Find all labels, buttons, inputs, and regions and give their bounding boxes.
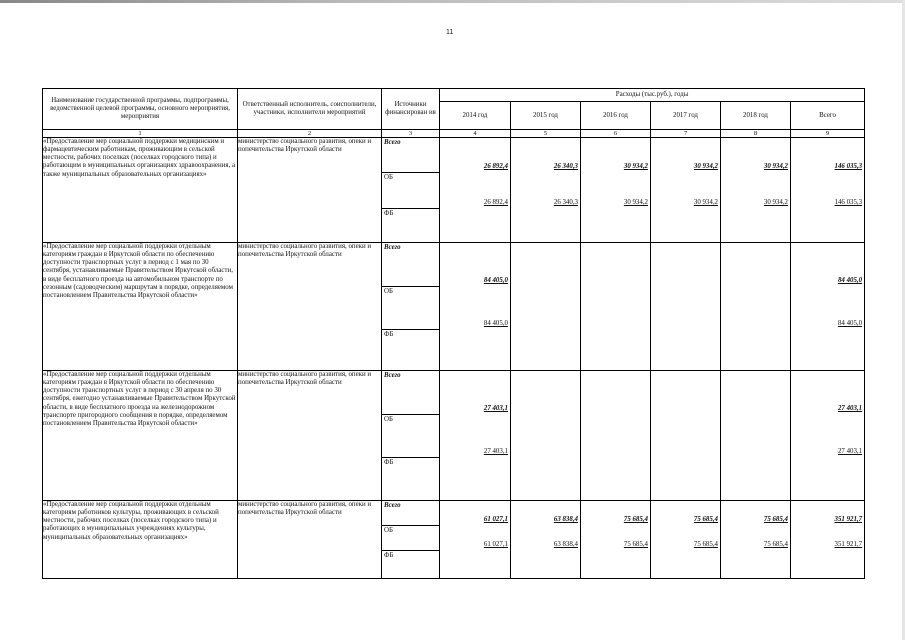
value-cell — [791, 501, 865, 579]
header-executor: Ответственный исполнитель, соисполнители, участники, исполнители мероприятий — [238, 89, 382, 130]
value-ob — [651, 414, 720, 457]
value-ob — [651, 286, 720, 329]
value-total: 30 934,2 — [763, 162, 788, 170]
value-ob: 27 403,1 — [483, 447, 508, 455]
value-total — [581, 243, 650, 286]
value-total: 75 685,4 — [763, 515, 788, 523]
value-total: 30 934,2 — [623, 162, 648, 170]
measure-name: «Предоставление мер социальной поддержки отдельным категориям граждан в Иркутской области по обеспечению доступности транспортных услуг в период с 30 апреля по 30 сентября, ежегодно устанавливаемые Правительством Иркутской области, в виде бесплатного проезда на железнодорожном транспорте пригородного сообщения в порядке, определяемом постановлением Правительства Иркутской области» — [43, 371, 238, 501]
sources-cell — [382, 371, 440, 501]
source-total: Всего — [384, 244, 401, 251]
header-year: 2015 год — [511, 102, 581, 130]
page-number: 11 — [446, 29, 454, 36]
value-ob — [721, 414, 790, 457]
value-ob: 63 838,4 — [553, 540, 578, 548]
value-cell — [581, 501, 651, 579]
value-ob: 75 685,4 — [623, 540, 648, 548]
value-cell — [721, 371, 791, 501]
value-ob: 30 934,2 — [623, 198, 648, 206]
value-total: 351 921,7 — [834, 515, 863, 523]
source-total: Всего — [384, 502, 401, 509]
value-total: 61 027,1 — [483, 515, 508, 523]
value-total — [511, 243, 580, 286]
value-cell — [511, 138, 581, 243]
financing-table — [42, 88, 865, 579]
value-total: 146 035,3 — [834, 162, 863, 170]
value-ob: 30 934,2 — [763, 198, 788, 206]
column-number: 7 — [651, 130, 721, 138]
value-cell — [511, 501, 581, 579]
source-fb: ФБ — [382, 550, 439, 578]
value-cell — [440, 371, 511, 501]
source-ob: ОБ — [382, 525, 439, 550]
value-cell — [791, 243, 865, 371]
value-ob: 61 027,1 — [483, 540, 508, 548]
value-cell — [651, 138, 721, 243]
value-cell — [440, 138, 511, 243]
value-cell — [651, 501, 721, 579]
value-cell — [440, 501, 511, 579]
value-total: 30 934,2 — [693, 162, 718, 170]
column-number: 9 — [791, 130, 865, 138]
value-cell — [651, 243, 721, 371]
scan-edge-top — [0, 0, 905, 3]
value-ob: 84 405,0 — [483, 319, 508, 327]
value-total — [721, 243, 790, 286]
value-ob — [511, 286, 580, 329]
value-ob: 146 035,3 — [834, 198, 863, 206]
source-total: Всего — [384, 139, 401, 146]
executor: министерство социального развития, опеки и попечительства Иркутской области — [238, 501, 382, 579]
table-row — [43, 371, 865, 501]
value-ob: 30 934,2 — [693, 198, 718, 206]
value-ob: 84 405,0 — [837, 319, 863, 327]
header-expenses: Расходы (тыс.руб.), годы — [440, 89, 865, 102]
sources-cell — [382, 501, 440, 579]
executor: министерство социального развития, опеки и попечительства Иркутской области — [238, 371, 382, 501]
value-ob: 75 685,4 — [693, 540, 718, 548]
source-ob: ОБ — [382, 172, 439, 208]
value-total: 75 685,4 — [693, 515, 718, 523]
value-total — [511, 371, 580, 414]
value-total — [651, 243, 720, 286]
value-ob: 26 340,3 — [553, 198, 578, 206]
header-year: 2017 год — [651, 102, 721, 130]
executor: министерство социального развития, опеки и попечительства Иркутской области — [238, 138, 382, 243]
value-ob — [581, 414, 650, 457]
value-cell — [721, 501, 791, 579]
value-total: 84 405,0 — [483, 276, 508, 284]
value-cell — [651, 371, 721, 501]
value-ob — [581, 286, 650, 329]
value-total: 84 405,0 — [837, 276, 863, 284]
value-cell — [581, 371, 651, 501]
value-total: 27 403,1 — [837, 404, 863, 412]
value-cell — [721, 243, 791, 371]
value-cell — [440, 243, 511, 371]
value-total — [651, 371, 720, 414]
value-total — [581, 371, 650, 414]
column-number: 8 — [721, 130, 791, 138]
value-total: 63 838,4 — [553, 515, 578, 523]
value-ob: 351 921,7 — [834, 540, 863, 548]
value-ob: 26 892,4 — [483, 198, 508, 206]
measure-name: «Предоставление мер социальной поддержки отдельным категориям граждан в Иркутской области по обеспечению доступности транспортных услуг в период с 1 мая по 30 сентября, устанавливаемые Правительством Иркутской области, в виде бесплатного проезда на автомобильном транспорте по сезонным (садоводческим) маршрутам в порядке, определяемом постановлением Правительства Иркутской области» — [43, 243, 238, 371]
column-number: 4 — [440, 130, 511, 138]
value-total: 27 403,1 — [483, 404, 508, 412]
source-fb: ФБ — [382, 457, 439, 500]
value-ob: 75 685,4 — [763, 540, 788, 548]
value-cell — [721, 138, 791, 243]
column-number: 2 — [238, 130, 382, 138]
source-fb: ФБ — [382, 208, 439, 242]
value-cell — [791, 371, 865, 501]
value-ob — [511, 414, 580, 457]
value-cell — [511, 243, 581, 371]
value-ob: 27 403,1 — [837, 447, 863, 455]
value-cell — [581, 243, 651, 371]
source-ob: ОБ — [382, 286, 439, 329]
header-name: Наименование государственной программы, подпрограммы, ведомственной целевой программы, основного мероприятия, мероприятия — [43, 89, 238, 130]
value-cell — [791, 138, 865, 243]
table-row — [43, 501, 865, 579]
column-number: 3 — [382, 130, 440, 138]
measure-name: «Предоставление мер социальной поддержки отдельным категориям работников культуры, проживающих в сельской местности, рабочих поселках (поселках городского типа) и работающих в муниципальных учреждениях культуры, муниципальных образовательных организациях» — [43, 501, 238, 579]
table-row — [43, 138, 865, 243]
source-ob: ОБ — [382, 414, 439, 457]
value-cell — [511, 371, 581, 501]
value-ob — [721, 286, 790, 329]
column-number: 1 — [43, 130, 238, 138]
value-cell — [581, 138, 651, 243]
value-total: 26 892,4 — [483, 162, 508, 170]
value-total — [721, 371, 790, 414]
table-row — [43, 243, 865, 371]
source-fb: ФБ — [382, 329, 439, 370]
header-year: 2014 год — [440, 102, 511, 130]
value-total: 26 340,3 — [553, 162, 578, 170]
sources-cell — [382, 243, 440, 371]
executor: министерство социального развития, опеки и попечительства Иркутской области — [238, 243, 382, 371]
header-year: 2018 год — [721, 102, 791, 130]
header-year: 2016 год — [581, 102, 651, 130]
column-number: 6 — [581, 130, 651, 138]
value-total: 75 685,4 — [623, 515, 648, 523]
sources-cell — [382, 138, 440, 243]
column-number: 5 — [511, 130, 581, 138]
source-total: Всего — [384, 372, 401, 379]
header-year-total: Всего — [791, 102, 865, 130]
header-source: Источники финансирован ия — [382, 89, 440, 130]
measure-name: «Предоставление мер социальной поддержки медицинским и фармацевтическим работникам, проживающим в сельской местности, рабочих поселках (поселках городского типа) и работающим в муниципальных организациях здравоохранения, а также муниципальных образовательных организациях» — [43, 138, 238, 243]
